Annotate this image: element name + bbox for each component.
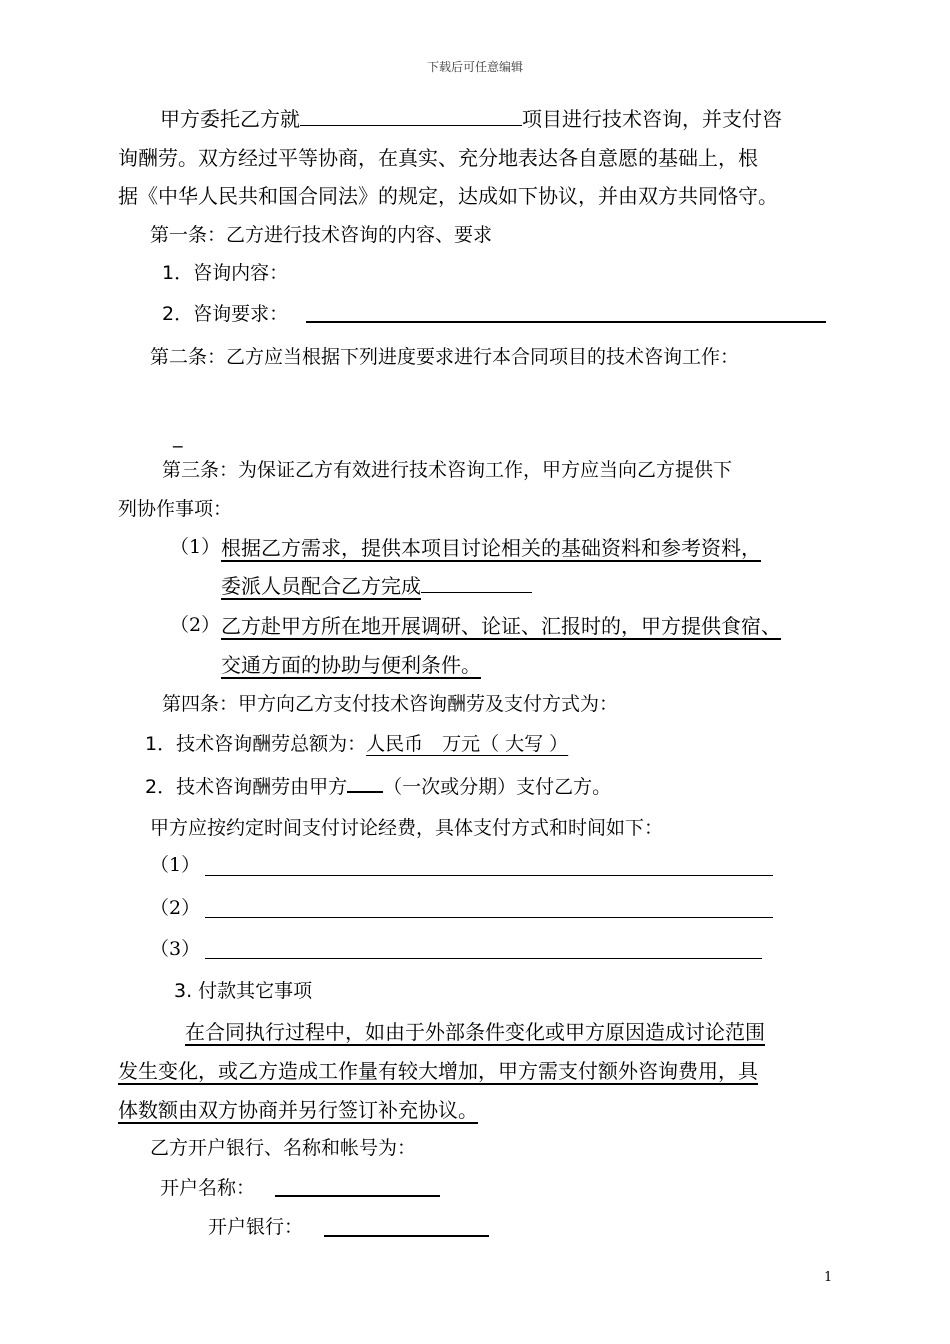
article-1-item-2: 2．咨询要求： xyxy=(162,303,289,325)
payment-method-note: （一次或分期）支付乙方。 xyxy=(383,776,612,798)
page-header: 下载后可任意编辑 xyxy=(426,60,523,74)
intro-line-1 xyxy=(160,105,782,133)
account-name-blank[interactable] xyxy=(275,1195,440,1197)
bank-name-label: 开户银行： xyxy=(208,1216,304,1238)
payment-method-blank[interactable] xyxy=(347,771,383,793)
schedule-intro: 甲方应按约定时间支付讨论经费，具体支付方式和时间如下： xyxy=(150,817,664,839)
fee-total-label: 1．技术咨询酬劳总额为： xyxy=(145,733,367,755)
intro-line-1-end: 项目进行技术咨询，并支付咨 xyxy=(522,107,782,131)
schedule-item-1-number: （1） xyxy=(150,854,201,876)
other-payment-line-3: 体数额由双方协商并另行签订补充协议。 xyxy=(118,1098,478,1122)
article-2-blank-mark: _ xyxy=(173,426,183,448)
fee-total-value[interactable]: 人民币 万元（ 大写 ） xyxy=(366,733,569,755)
payment-method-label: 2．技术咨询酬劳由甲方 xyxy=(145,776,348,798)
account-name-label: 开户名称： xyxy=(160,1177,256,1199)
article-4-title: 第四条：甲方向乙方支付技术咨询酬劳及支付方式为： xyxy=(162,693,619,715)
article-1-title: 第一条：乙方进行技术咨询的内容、要求 xyxy=(150,224,493,246)
bank-title: 乙方开户银行、名称和帐号为： xyxy=(150,1137,417,1159)
article-3-item-2-line-1: 乙方赴甲方所在地开展调研、论证、汇报时的，甲方提供食宿、 xyxy=(221,614,781,638)
article-3-item-1-line-1: 根据乙方需求，提供本项目讨论相关的基础资料和参考资料， xyxy=(221,536,761,560)
page-number: 1 xyxy=(824,1270,833,1285)
schedule-item-2-blank[interactable] xyxy=(205,917,773,918)
other-payment-line-1: 在合同执行过程中，如由于外部条件变化或甲方原因造成讨论范围 xyxy=(185,1020,765,1044)
article-3-title-line-1: 第三条：为保证乙方有效进行技术咨询工作，甲方应当向乙方提供下 xyxy=(162,459,733,481)
article-4-item-1 xyxy=(145,731,588,757)
schedule-item-2-number: （2） xyxy=(150,897,201,919)
intro-line-1-start: 甲方委托乙方就 xyxy=(160,107,300,131)
article-3-item-1-number: （1） xyxy=(170,536,221,558)
article-3-item-1-line-2-wrap xyxy=(221,572,532,600)
article-3-item-1-line-2: 委派人员配合乙方完成 xyxy=(221,574,421,598)
article-3-item-2-number: （2） xyxy=(170,614,221,636)
article-3-title-line-2: 列协作事项： xyxy=(118,498,233,520)
article-2-title: 第二条：乙方应当根据下列进度要求进行本合同项目的技术咨询工作： xyxy=(150,346,740,368)
intro-line-3: 据《中华人民共和国合同法》的规定，达成如下协议，并由双方共同恪守。 xyxy=(118,184,778,208)
article-4-item-2 xyxy=(145,771,611,800)
bank-name-blank[interactable] xyxy=(324,1235,489,1237)
other-payment-line-2: 发生变化，或乙方造成工作量有较大增加，甲方需支付额外咨询费用，具 xyxy=(118,1059,758,1083)
consult-requirement-blank[interactable] xyxy=(306,321,826,323)
intro-line-2: 询酬劳。双方经过平等协商，在真实、充分地表达各自意愿的基础上，根 xyxy=(118,146,758,170)
other-payment-title: 3. 付款其它事项 xyxy=(174,980,313,1002)
schedule-item-1-blank[interactable] xyxy=(205,875,773,876)
schedule-item-3-blank[interactable] xyxy=(205,958,762,959)
article-3-item-1-blank[interactable] xyxy=(421,572,532,593)
schedule-item-3-number: （3） xyxy=(150,938,201,960)
article-3-item-2-line-2: 交通方面的协助与便利条件。 xyxy=(221,653,481,677)
project-name-blank[interactable] xyxy=(300,105,522,126)
article-1-item-1: 1．咨询内容： xyxy=(162,262,289,284)
